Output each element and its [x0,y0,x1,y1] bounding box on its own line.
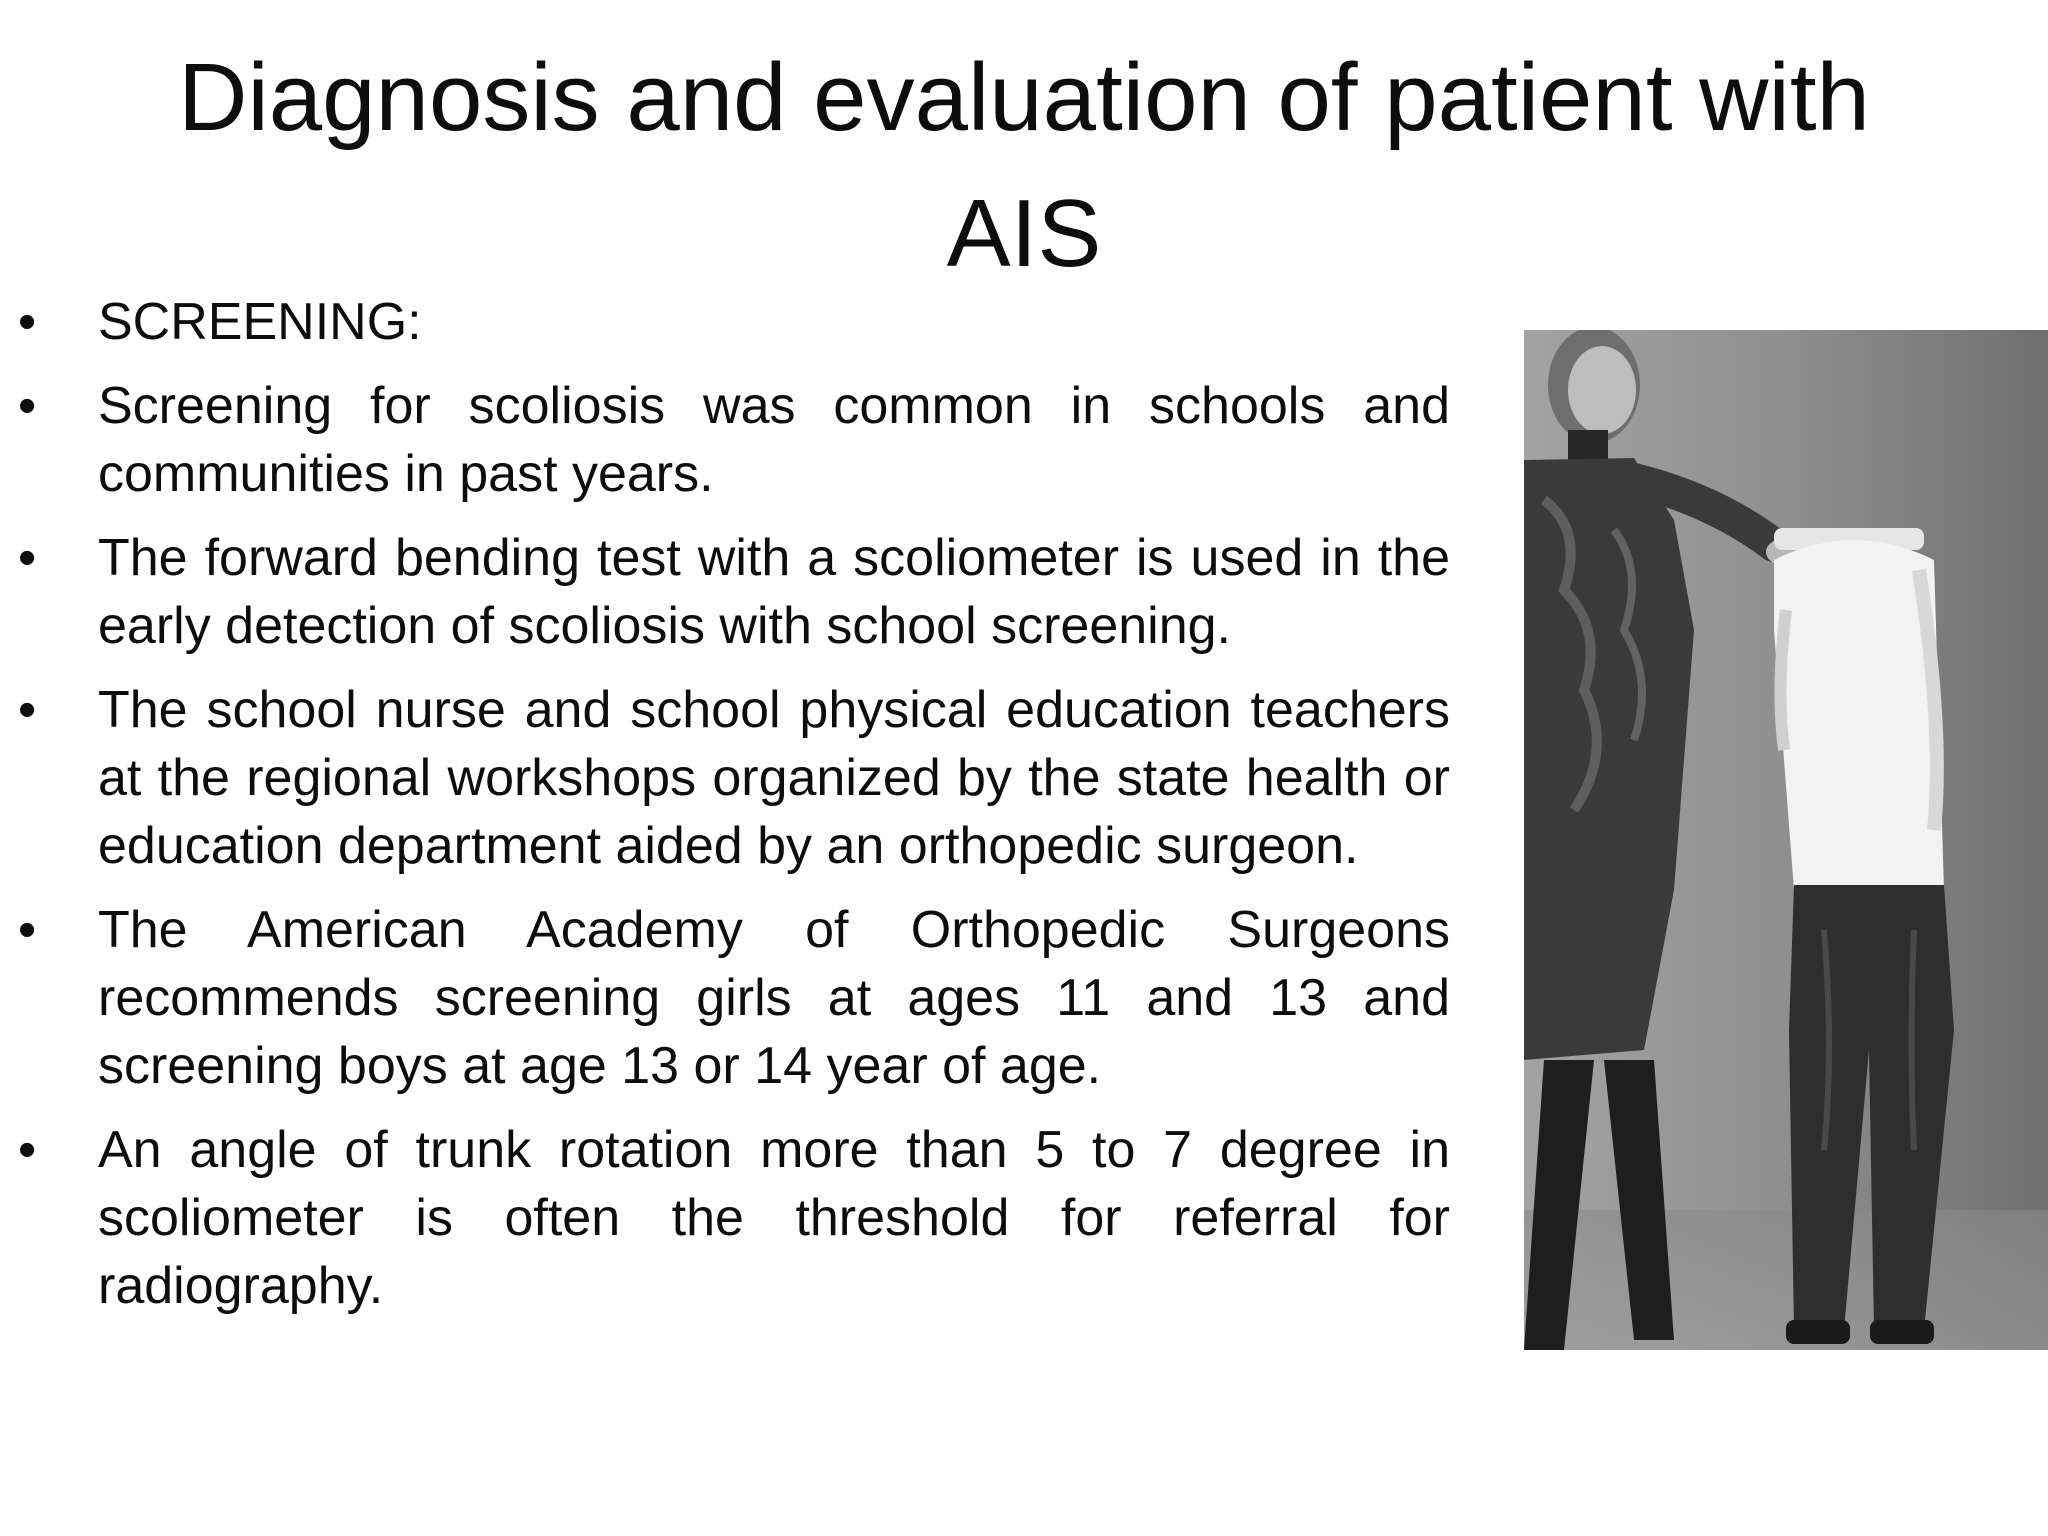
slide-title: Diagnosis and evaluation of patient with AIS [178,44,1870,287]
bullet-icon: • [18,377,37,435]
bullet-text: The forward bending test with a scoliometer is used in the early detection of scoliosis with school screening. [98,529,1450,655]
bullet-icon: • [18,293,37,351]
forward-bend-photo-illustration [1524,330,2048,1350]
bullet-list [18,288,1450,1336]
bullet-text: SCREENING: [98,293,422,351]
bullet-text: The school nurse and school physical education teachers at the regional workshops organized by the state health or education department aided by an orthopedic surgeon. [98,681,1450,875]
bullet-icon: • [18,529,37,587]
bullet-item [18,524,1450,660]
bullet-item [18,896,1450,1100]
bullet-item [18,1116,1450,1320]
bullet-text: An angle of trunk rotation more than 5 to 7 degree in scoliometer is often the threshold for referral for radiography. [98,1121,1450,1315]
bullet-icon: • [18,681,37,739]
bullet-text: Screening for scoliosis was common in schools and communities in past years. [98,377,1450,503]
bullet-text: The American Academy of Orthopedic Surgeons recommends screening girls at ages 11 and 13 and screening boys at age 13 or 14 year of age. [98,901,1450,1095]
bullet-icon: • [18,901,37,959]
bullet-item [18,676,1450,880]
bullet-item [18,372,1450,508]
forward-bend-test-photo [1524,330,2048,1350]
bullet-icon: • [18,1121,37,1179]
bullet-item [18,288,1450,356]
